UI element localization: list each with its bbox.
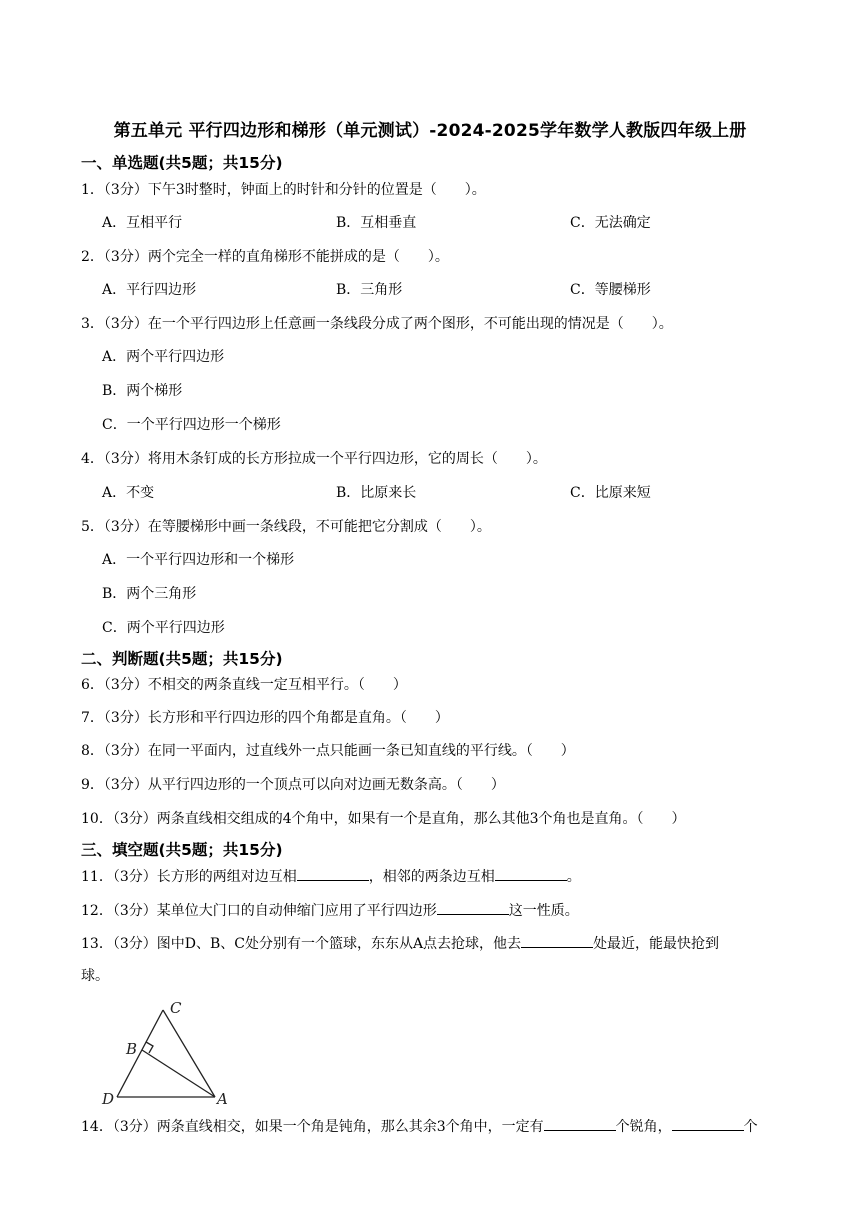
question-1: 1．（3分）下午3时整时，钟面上的时针和分针的位置是（ ）。	[81, 182, 486, 198]
q3-option-a: A．两个平行四边形	[102, 349, 225, 365]
question-5: 5．（3分）在等腰梯形中画一条线段，不可能把它分割成（ ）。	[81, 519, 491, 535]
section-heading-fill-in: 三、填空题(共5题；共15分)	[81, 841, 283, 859]
label-a: A	[217, 1090, 228, 1106]
q4-option-a: A．不变	[102, 485, 155, 501]
q4-option-b: B．比原来长	[336, 485, 417, 501]
q12-text-2: 这一性质。	[508, 903, 579, 919]
q4-option-c: C．比原来短	[570, 485, 651, 501]
question-8: 8．（3分）在同一平面内，过直线外一点只能画一条已知直线的平行线。（ ）	[81, 743, 575, 759]
section-heading-true-false: 二、判断题(共5题；共15分)	[81, 650, 283, 668]
question-2: 2．（3分）两个完全一样的直角梯形不能拼成的是（ ）。	[81, 249, 449, 265]
q3-option-b: B．两个梯形	[102, 383, 183, 399]
q2-option-c: C．等腰梯形	[570, 282, 651, 298]
q11-blank-1[interactable]	[297, 866, 369, 881]
q14-text-3: 个	[743, 1119, 758, 1135]
q13-text-1: 13．（3分）图中D、B、C处分别有一个篮球，东东从A点去抢球，他去	[81, 936, 522, 952]
q11-text-1: 11．（3分）长方形的两组对边互相	[81, 869, 297, 885]
triangle-figure	[100, 998, 240, 1106]
question-9: 9．（3分）从平行四边形的一个顶点可以向对边画无数条高。（ ）	[81, 777, 505, 793]
question-13-continued: 球。	[81, 968, 109, 984]
label-c: C	[170, 999, 182, 1017]
right-angle-mark	[146, 1042, 153, 1053]
q3-option-c: C．一个平行四边形一个梯形	[102, 417, 281, 433]
q11-text-2: ，相邻的两条边互相	[368, 869, 495, 885]
question-7: 7．（3分）长方形和平行四边形的四个角都是直角。（ ）	[81, 710, 449, 726]
question-3: 3．（3分）在一个平行四边形上任意画一条线段分成了两个图形，不可能出现的情况是（ ）。	[81, 316, 673, 332]
q1-option-c: C．无法确定	[570, 215, 651, 231]
q11-text-3: 。	[566, 869, 581, 885]
q5-option-b: B．两个三角形	[102, 586, 197, 602]
q1-option-b: B．互相垂直	[336, 215, 417, 231]
question-4: 4．（3分）将用木条钉成的长方形拉成一个平行四边形，它的周长（ ）。	[81, 451, 547, 467]
q12-text-1: 12．（3分）某单位大门口的自动伸缩门应用了平行四边形	[81, 903, 437, 919]
q13-text-2: 处最近，能最快抢到	[593, 936, 720, 952]
label-d: D	[102, 1090, 115, 1106]
segment-ca	[163, 1010, 215, 1097]
section-heading-single-choice: 一、单选题(共5题；共15分)	[81, 154, 283, 172]
q1-option-a: A．互相平行	[102, 215, 183, 231]
label-b: B	[126, 1040, 138, 1058]
segment-dc	[117, 1010, 163, 1097]
q14-text-1: 14．（3分）两条直线相交，如果一个角是钝角，那么其余3个角中，一定有	[81, 1119, 544, 1135]
q2-option-b: B．三角形	[336, 282, 403, 298]
segment-ba	[142, 1050, 215, 1097]
q13-blank-1[interactable]	[521, 933, 593, 948]
q12-blank-1[interactable]	[437, 900, 509, 915]
q5-option-c: C．两个平行四边形	[102, 620, 225, 636]
q14-blank-2[interactable]	[672, 1116, 744, 1131]
q14-text-2: 个锐角，	[615, 1119, 672, 1135]
question-13	[81, 933, 719, 954]
page-title: 第五单元 平行四边形和梯形（单元测试）-2024-2025学年数学人教版四年级上册	[113, 121, 747, 141]
q5-option-a: A．一个平行四边形和一个梯形	[102, 552, 295, 568]
question-10: 10．（3分）两条直线相交组成的4个角中，如果有一个是直角，那么其他3个角也是直角。（ ）	[81, 811, 686, 827]
question-14	[81, 1116, 758, 1137]
q14-blank-1[interactable]	[544, 1116, 616, 1131]
q2-option-a: A．平行四边形	[102, 282, 197, 298]
question-11	[81, 866, 581, 887]
question-12	[81, 900, 579, 921]
q11-blank-2[interactable]	[495, 866, 567, 881]
question-6: 6．（3分）不相交的两条直线一定互相平行。（ ）	[81, 677, 407, 693]
